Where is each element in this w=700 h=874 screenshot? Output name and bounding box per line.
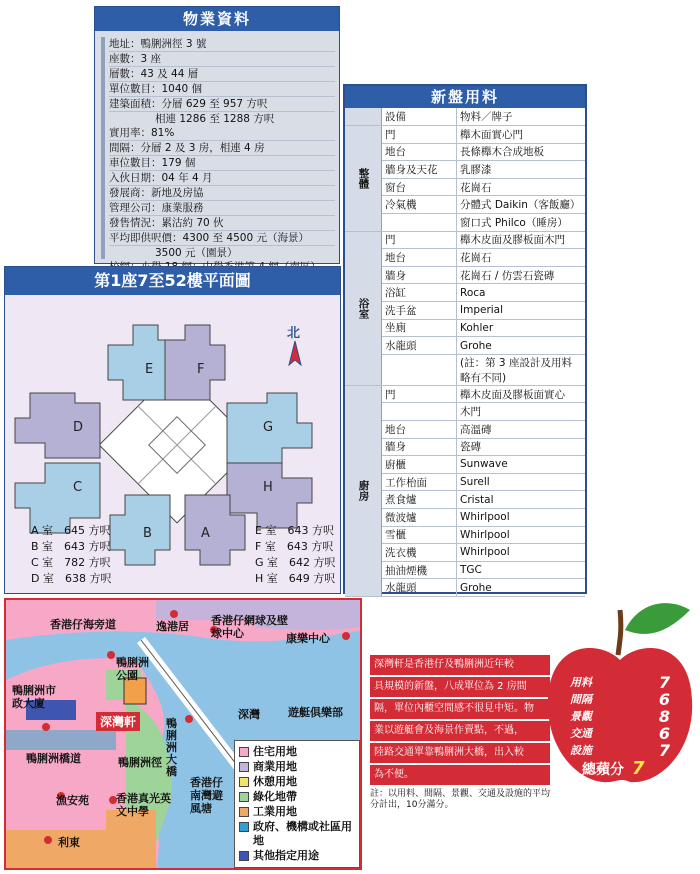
map-label: 漁安苑 (56, 794, 89, 807)
score-value: 6 (658, 690, 670, 709)
location-map (4, 598, 362, 870)
fittings-item: 工作枱面 (382, 473, 457, 491)
fittings-item: 地台 (382, 421, 457, 439)
review-line: 業以遊艇會及海景作賣點，不過， (370, 721, 550, 741)
property-rows (109, 37, 335, 275)
fittings-item: 門 (382, 126, 457, 144)
legend-label: 休憩用地 (253, 775, 297, 788)
legend-label: 其他指定用途 (253, 849, 319, 862)
fittings-title: 新盤用料 (345, 86, 585, 108)
score-label: 設施 (570, 744, 592, 757)
property-row: 車位數目：179 個 (109, 156, 335, 171)
score-row (570, 725, 670, 742)
fittings-row (345, 143, 585, 161)
map-label: 利東 (58, 836, 80, 849)
fittings-row (345, 302, 585, 320)
unit-letter-c: C (73, 480, 83, 495)
fittings-row (345, 231, 585, 249)
score-label: 間隔 (570, 693, 592, 706)
fittings-row (345, 178, 585, 196)
fittings-row (345, 403, 585, 421)
review-text (370, 655, 550, 785)
map-label: 遊艇俱樂部 (288, 706, 343, 719)
total-score-value: 7 (632, 758, 645, 779)
map-label: 香港仔南灣避風塘 (190, 776, 223, 815)
property-row: 層數：43 及 44 層 (109, 67, 335, 82)
legend-item (239, 849, 355, 863)
unit-sizes-left (31, 523, 111, 587)
score-row (570, 742, 670, 759)
legend-item (239, 745, 355, 759)
fittings-item: 窗台 (382, 178, 457, 196)
score-row (570, 674, 670, 691)
fittings-row (345, 337, 585, 355)
fittings-brand: 櫸木皮面及膠板面實心 (457, 385, 586, 403)
unit-size: G 室 642 方呎 (255, 556, 336, 569)
legend-item (239, 775, 355, 789)
score-label: 交通 (570, 727, 592, 740)
legend-label: 政府、機構或社區用地 (253, 820, 352, 847)
score-label: 景觀 (570, 710, 592, 723)
map-label: 香港仔網球及壁球中心 (211, 614, 288, 640)
unit-letter-a: A (201, 526, 210, 541)
map-highlight-site: 深灣軒 (96, 712, 140, 731)
review-line: 深灣軒是香港仔及鴨脷洲近年較 (370, 655, 550, 675)
map-label: 鴨脷洲市政大廈 (12, 684, 56, 710)
fittings-brand: 花崗石 / 仿雲石瓷磚 (457, 266, 586, 284)
fittings-row (345, 284, 585, 302)
legend-swatch (239, 851, 249, 861)
legend-label: 商業用地 (253, 760, 297, 773)
fittings-group-label (345, 126, 382, 232)
legend-item (239, 805, 355, 819)
unit-size: E 室 643 方呎 (255, 524, 334, 537)
fittings-item: 門 (382, 231, 457, 249)
legend-swatch (239, 822, 249, 832)
property-row: 發售情況：累沽約 70 伙 (109, 216, 335, 231)
fittings-brand: Whirlpool (457, 526, 586, 544)
score-label: 用料 (570, 676, 592, 689)
unit-letter-h: H (263, 480, 273, 495)
fittings-brand: 瓷磚 (457, 438, 586, 456)
legend-swatch (239, 747, 249, 757)
fittings-brand: Whirlpool (457, 544, 586, 562)
fittings-brand: (註：第 3 座設計及用料略有不同) (457, 354, 586, 385)
fittings-group-label (345, 231, 382, 385)
property-row: 座數：3 座 (109, 52, 335, 67)
fittings-brand: 花崗石 (457, 249, 586, 267)
fittings-brand: Sunwave (457, 456, 586, 474)
fittings-item: 坐廁 (382, 319, 457, 337)
fittings-brand: 分體式 Daikin（客飯廳） (457, 196, 586, 214)
fittings-brand: Roca (457, 284, 586, 302)
map-label: 香港真光英文中學 (116, 792, 171, 818)
property-panel (94, 6, 340, 264)
score-value: 7 (658, 673, 670, 692)
total-score-label: 總蘋分 (582, 762, 624, 778)
map-legend (234, 740, 360, 868)
score-value: 6 (658, 724, 670, 743)
fittings-item: 地台 (382, 249, 457, 267)
review-line: 具規模的新盤，八成單位為 2 房間 (370, 677, 550, 697)
fittings-panel (343, 84, 587, 594)
legend-label: 工業用地 (253, 805, 297, 818)
fittings-brand: Grohe (457, 579, 586, 597)
fittings-item: 抽油煙機 (382, 561, 457, 579)
unit-size: H 室 649 方呎 (255, 572, 336, 585)
fittings-item: 洗衣機 (382, 544, 457, 562)
fittings-brand: TGC (457, 561, 586, 579)
north-label: 北 (287, 326, 301, 341)
map-label: 逸港居 (156, 620, 189, 633)
legend-swatch (239, 777, 249, 787)
unit-letter-d: D (73, 420, 84, 435)
unit-letter-e: E (145, 362, 154, 377)
fittings-row (345, 544, 585, 562)
fittings-brand: 長條櫸木合成地板 (457, 143, 586, 161)
fittings-item: 牆身 (382, 438, 457, 456)
fittings-brand: Cristal (457, 491, 586, 509)
property-row: 地址：鴨脷洲徑 3 號 (109, 37, 335, 52)
property-row: 入伙日期：04 年 4 月 (109, 171, 335, 186)
fittings-row (345, 161, 585, 179)
fittings-brand: 花崗石 (457, 178, 586, 196)
review-line: 隔，單位內櫃空間感不很見中矩。物 (370, 699, 550, 719)
score-row (570, 691, 670, 708)
fittings-row (345, 491, 585, 509)
property-row: 實用率：81% (109, 126, 335, 141)
review-line: 為不便。 (370, 765, 550, 785)
total-score (582, 758, 645, 779)
score-value: 8 (658, 707, 670, 726)
fittings-brand: 高溫磚 (457, 421, 586, 439)
fittings-row (345, 249, 585, 267)
unit-size: B 室 643 方呎 (31, 540, 111, 553)
fittings-row (345, 126, 585, 144)
fittings-group-label (345, 385, 382, 596)
unit-sizes-right (255, 523, 336, 587)
fittings-item: 水龍頭 (382, 337, 457, 355)
score-value: 7 (658, 741, 670, 760)
fittings-row (345, 561, 585, 579)
floor-plan-panel (4, 266, 341, 594)
property-title: 物業資料 (95, 7, 339, 31)
property-row: 3500 元（園景） (155, 247, 238, 259)
fittings-item: 微波爐 (382, 508, 457, 526)
map-label: 鴨脷洲大橋 (166, 717, 177, 778)
fittings-row (345, 526, 585, 544)
fittings-brand: Grohe (457, 337, 586, 355)
legend-label: 綠化地帶 (253, 790, 297, 803)
legend-item (239, 760, 355, 774)
review-panel (370, 655, 550, 811)
fittings-item: 廚櫃 (382, 456, 457, 474)
fittings-row (345, 319, 585, 337)
fittings-brand: Whirlpool (457, 508, 586, 526)
fittings-brand: 櫸木皮面及膠板面木門 (457, 231, 586, 249)
property-row: 間隔：分層 2 及 3 房，相連 4 房 (109, 141, 335, 156)
legend-swatch (239, 792, 249, 802)
fittings-row (345, 266, 585, 284)
map-label: 鴨脷洲橋道 (26, 752, 81, 765)
fittings-header-brand: 物料／牌子 (457, 108, 586, 126)
fittings-group-name: 廚房 (357, 480, 370, 502)
fittings-item: 地台 (382, 143, 457, 161)
property-divider (101, 37, 105, 259)
fittings-item: 雪櫃 (382, 526, 457, 544)
fittings-item: 水龍頭 (382, 579, 457, 597)
fittings-brand: 木門 (457, 403, 586, 421)
fittings-item: 牆身及天花 (382, 161, 457, 179)
unit-letter-g: G (263, 420, 274, 435)
fittings-item (382, 354, 457, 385)
unit-letter-b: B (143, 526, 152, 541)
fittings-item: 冷氣機 (382, 196, 457, 214)
property-row: 單位數目：1040 個 (109, 82, 335, 97)
map-label: 鴨脷洲徑 (118, 756, 162, 769)
unit-size: F 室 643 方呎 (255, 540, 334, 553)
legend-swatch (239, 807, 249, 817)
fittings-group-name: 浴室 (357, 297, 370, 319)
map-label: 香港仔海旁道 (50, 618, 116, 631)
fittings-row (345, 579, 585, 597)
fittings-header-item: 設備 (382, 108, 457, 126)
fittings-brand: Imperial (457, 302, 586, 320)
unit-size: A 室 645 方呎 (31, 524, 111, 537)
fittings-row (345, 214, 585, 232)
fittings-brand: 乳膠漆 (457, 161, 586, 179)
map-label: 鴨脷洲公園 (116, 656, 149, 682)
fittings-brand: Kohler (457, 319, 586, 337)
unit-size: C 室 782 方呎 (31, 556, 111, 569)
fittings-item: 牆身 (382, 266, 457, 284)
score-list (570, 674, 670, 759)
unit-letter-f: F (197, 362, 205, 377)
property-row: 發展商：新地及房協 (109, 186, 335, 201)
review-line: 陸路交通單靠鴨脷洲大橋，出入較 (370, 743, 550, 763)
legend-swatch (239, 762, 249, 772)
fittings-group-name: 整體 (357, 167, 370, 189)
fittings-row (345, 354, 585, 385)
fittings-item: 洗手盆 (382, 302, 457, 320)
map-label: 康樂中心 (286, 632, 330, 645)
fittings-item (382, 214, 457, 232)
map-label: 深灣 (238, 708, 260, 721)
fittings-item: 浴缸 (382, 284, 457, 302)
fittings-table (345, 108, 585, 597)
legend-item (239, 820, 355, 848)
fittings-row (345, 508, 585, 526)
property-row: 相連 1286 至 1288 方呎 (155, 113, 275, 125)
fittings-row (345, 421, 585, 439)
fittings-row (345, 438, 585, 456)
fittings-item: 煮食爐 (382, 491, 457, 509)
score-row (570, 708, 670, 725)
property-row: 建築面積：分層 629 至 957 方呎 (109, 97, 335, 112)
floor-plan-title: 第1座7至52樓平面圖 (5, 267, 340, 295)
fittings-row (345, 196, 585, 214)
fittings-header-row (345, 108, 585, 126)
fittings-brand: 櫸木面實心門 (457, 126, 586, 144)
fittings-brand: Surell (457, 473, 586, 491)
unit-size: D 室 638 方呎 (31, 572, 112, 585)
fittings-brand: 窗口式 Philco（睡房） (457, 214, 586, 232)
fittings-item (382, 403, 457, 421)
review-note: 註：以用料、間隔、景觀、交通及設施的平均分計出，10分滿分。 (370, 789, 551, 810)
property-row: 管理公司：康業服務 (109, 201, 335, 216)
legend-label: 住宅用地 (253, 745, 297, 758)
fittings-item: 門 (382, 385, 457, 403)
property-row: 平均即供呎價：4300 至 4500 元（海景） (109, 231, 335, 246)
fittings-row (345, 473, 585, 491)
fittings-row (345, 456, 585, 474)
legend-item (239, 790, 355, 804)
fittings-row (345, 385, 585, 403)
